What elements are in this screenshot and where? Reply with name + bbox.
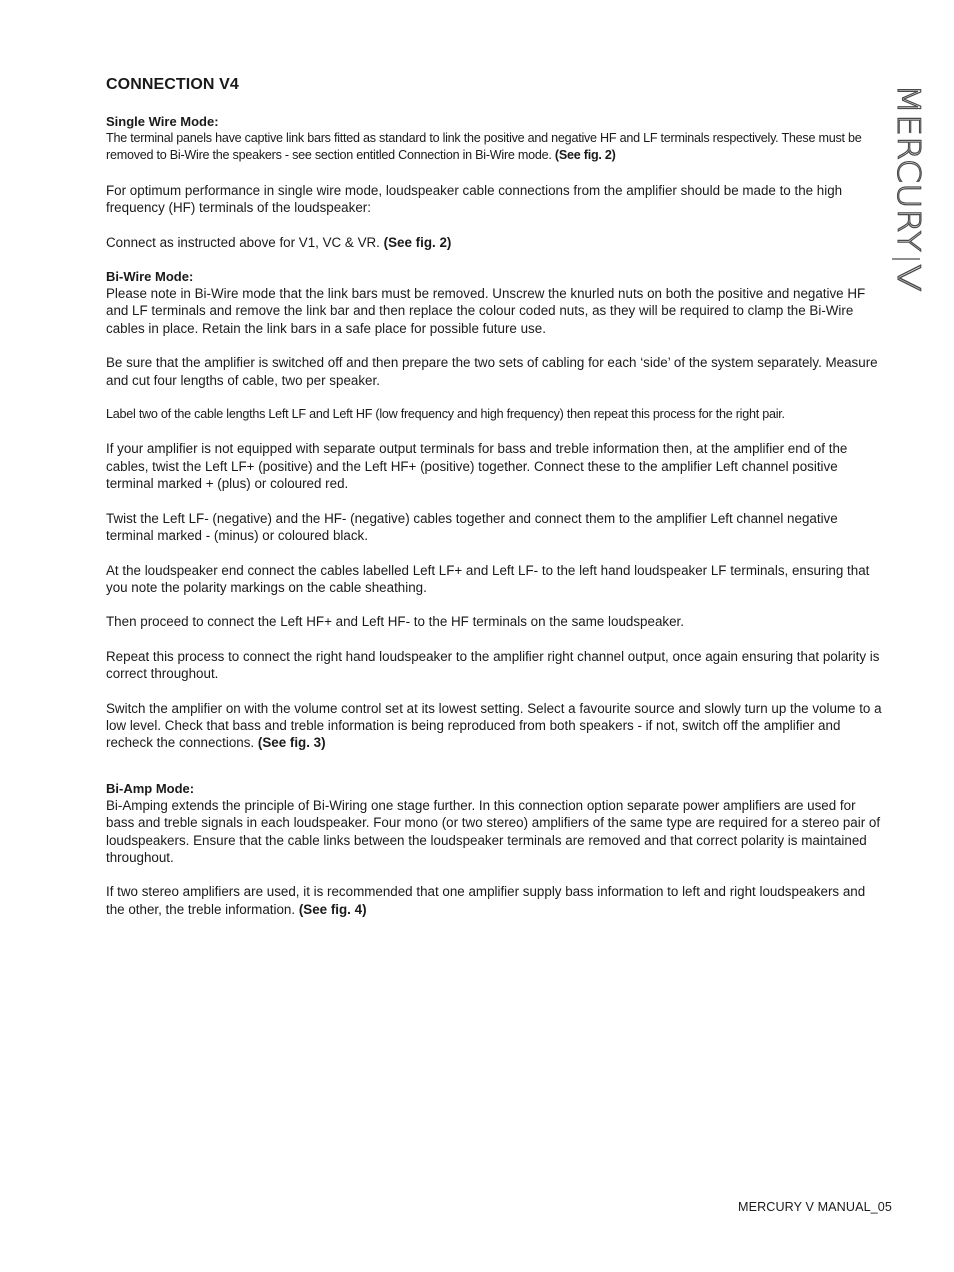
paragraph-text: The terminal panels have captive link bars fitted as standard to link the positive and negative HF and LF terminals respectively. These must be removed to Bi-Wire the speakers - see section entitled Connection in Bi-Wire mode. bbox=[106, 131, 862, 163]
paragraph: Repeat this process to connect the right hand loudspeaker to the amplifier right channel output, once again ensuring that polarity is correct throughout. bbox=[106, 648, 880, 682]
brand-logo-text: MERCURY bbox=[890, 84, 926, 234]
paragraph-text: If two stereo amplifiers are used, it is recommended that one amplifier supply bass information to left and right loudspeakers and the other, the treble information. bbox=[106, 884, 866, 917]
figure-reference: (See fig. 3) bbox=[257, 735, 326, 751]
section-spacer bbox=[106, 769, 882, 780]
paragraph: Be sure that the amplifier is switched off and then prepare the two sets of cabling for each ‘side’ of the system separately. Measure and cut four lengths of cable, two per speaker. bbox=[106, 355, 878, 388]
section-bi-wire bbox=[106, 268, 882, 752]
paragraph bbox=[106, 130, 882, 165]
brand-logo bbox=[884, 82, 932, 297]
paragraph: At the loudspeaker end connect the cables labelled Left LF+ and Left LF- to the left hand loudspeaker LF terminals, ensuring that you note the polarity markings on the cable sheathing. bbox=[106, 562, 870, 595]
page-title: CONNECTION V4 bbox=[106, 76, 239, 93]
paragraph: Bi-Amping extends the principle of Bi-Wiring one stage further. In this connection option separate power amplifiers are used for bass and treble signals in each loudspeaker. Four mono (or two stereo) amplifiers of the same type are required for a stereo pair of loudspeakers. Ensure that the cable links between the loudspeaker terminals are removed and that correct polarity is maintained throughout. bbox=[106, 797, 881, 865]
paragraph: If your amplifier is not equipped with separate output terminals for bass and treble information then, at the amplifier end of the cables, twist the Left LF+ (positive) and the Left HF+ (positive) together. Connect these to the amplifier Left channel positive terminal marked + (plus) or coloured red. bbox=[106, 441, 848, 492]
paragraph: For optimum performance in single wire mode, loudspeaker cable connections from the amplifier should be made to the high frequency (HF) terminals of the loudspeaker: bbox=[106, 182, 843, 216]
paragraph-text: Connect as instructed above for V1, VC & VR. bbox=[106, 234, 380, 250]
paragraph-text: Switch the amplifier on with the volume control set at its lowest setting. Select a favourite source and slowly turn up the volume to a low level. Check that bass and treble information is being reproduced from both speakers - if not, switch off the amplifier and recheck the connections. bbox=[106, 700, 882, 751]
page-content bbox=[106, 76, 882, 935]
paragraph bbox=[106, 700, 882, 752]
paragraph bbox=[106, 883, 882, 918]
figure-reference: (See fig. 2) bbox=[383, 234, 452, 250]
paragraph: Please note in Bi-Wire mode that the link bars must be removed. Unscrew the knurled nuts on both the positive and negative HF and LF terminals and remove the link bar and then replace the colour coded nuts, as they will be required to clamp the Bi-Wire cables in place. Retain the link bars in a safe place for possible future use. bbox=[106, 286, 866, 336]
brand-logo-suffix: V bbox=[890, 264, 926, 286]
figure-reference: (See fig. 4) bbox=[298, 901, 367, 917]
figure-reference: (See fig. 2) bbox=[554, 148, 616, 163]
paragraph: Then proceed to connect the Left HF+ and Left HF- to the HF terminals on the same loudspeaker. bbox=[106, 614, 684, 630]
page-footer: MERCURY V MANUAL_05 bbox=[737, 1200, 892, 1214]
section-title-single-wire: Single Wire Mode: bbox=[106, 114, 219, 129]
paragraph: Twist the Left LF- (negative) and the HF- (negative) cables together and connect them to the amplifier Left channel negative terminal marked - (minus) or coloured black. bbox=[106, 510, 838, 544]
paragraph bbox=[106, 234, 882, 251]
paragraph: Label two of the cable lengths Left LF and Left HF (low frequency and high frequency) then repeat this process for the right pair. bbox=[106, 407, 785, 422]
section-title-bi-wire: Bi-Wire Mode: bbox=[106, 269, 194, 285]
section-single-wire bbox=[106, 113, 882, 251]
section-title-bi-amp: Bi-Amp Mode: bbox=[106, 780, 195, 796]
section-bi-amp bbox=[106, 780, 882, 918]
